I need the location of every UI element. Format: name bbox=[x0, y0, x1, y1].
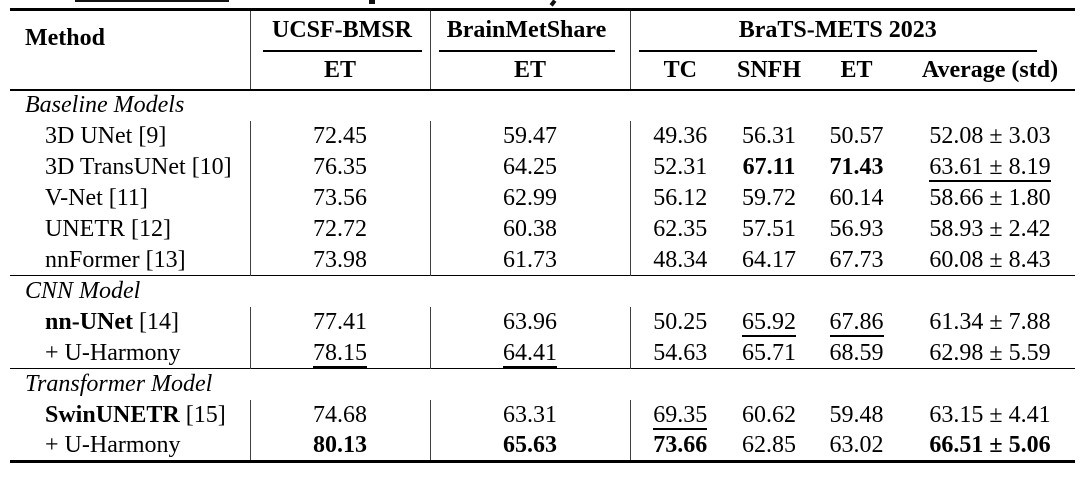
metric-value: 73.56 bbox=[313, 184, 367, 211]
value-cell bbox=[905, 152, 1075, 183]
table-row bbox=[10, 431, 1075, 462]
table-row bbox=[10, 245, 1075, 276]
col-group-ucsf-bmsr-label: UCSF-BMSR bbox=[263, 11, 422, 52]
table-body bbox=[10, 90, 1075, 462]
value-cell bbox=[630, 400, 730, 431]
value-cell bbox=[730, 214, 808, 245]
metric-value: 60.14 bbox=[829, 184, 884, 211]
section-title: Transformer Model bbox=[25, 371, 213, 398]
metric-value: 59.48 bbox=[829, 401, 884, 428]
metric-value: 68.59 bbox=[829, 339, 884, 366]
metric-value: 56.12 bbox=[653, 184, 708, 211]
metric-value: 72.72 bbox=[313, 215, 367, 242]
value-cell bbox=[808, 121, 905, 152]
metric-value: 56.31 bbox=[742, 122, 796, 149]
metric-value: 74.68 bbox=[313, 401, 367, 428]
value-cell bbox=[250, 307, 430, 338]
value-cell bbox=[630, 245, 730, 276]
value-cell bbox=[730, 338, 808, 369]
section-title-row bbox=[10, 369, 1075, 400]
metric-value: 62.99 bbox=[503, 184, 557, 211]
value-cell bbox=[730, 152, 808, 183]
value-cell bbox=[630, 183, 730, 214]
table-row bbox=[10, 338, 1075, 369]
value-cell bbox=[808, 152, 905, 183]
table-row bbox=[10, 214, 1075, 245]
value-cell bbox=[905, 431, 1075, 462]
value-cell bbox=[430, 431, 630, 462]
value-cell bbox=[250, 431, 430, 462]
metric-value: 60.38 bbox=[503, 215, 557, 242]
value-cell bbox=[250, 121, 430, 152]
method-citation: [12] bbox=[125, 215, 171, 242]
metric-value: 65.92 bbox=[742, 308, 796, 335]
method-cell bbox=[10, 431, 250, 462]
value-cell bbox=[430, 245, 630, 276]
method-citation: [11] bbox=[102, 184, 148, 211]
value-cell bbox=[808, 338, 905, 369]
method-cell bbox=[10, 214, 250, 245]
value-cell bbox=[808, 245, 905, 276]
value-cell bbox=[430, 307, 630, 338]
section-title-row bbox=[10, 276, 1075, 307]
metric-value: 64.17 bbox=[742, 246, 796, 273]
value-cell bbox=[630, 214, 730, 245]
value-cell bbox=[250, 338, 430, 369]
value-cell bbox=[808, 183, 905, 214]
col-header-ucsf-et: ET bbox=[250, 52, 430, 90]
metric-value: 64.41 bbox=[503, 339, 557, 366]
value-cell bbox=[250, 214, 430, 245]
metric-value: 59.72 bbox=[742, 184, 796, 211]
value-cell bbox=[630, 338, 730, 369]
value-cell bbox=[905, 338, 1075, 369]
metric-value: 77.41 bbox=[313, 308, 367, 335]
table-row bbox=[10, 183, 1075, 214]
method-cell bbox=[10, 121, 250, 152]
method-name: nn-UNet bbox=[45, 308, 133, 335]
section-title: CNN Model bbox=[25, 278, 141, 305]
section-title: Baseline Models bbox=[25, 92, 185, 119]
metric-value: 50.25 bbox=[653, 308, 708, 335]
metric-value: 67.73 bbox=[829, 246, 884, 273]
method-cell bbox=[10, 152, 250, 183]
value-cell bbox=[250, 183, 430, 214]
metric-value: 62.98 ± 5.59 bbox=[929, 339, 1051, 366]
col-group-brats-mets-2023-label: BraTS-METS 2023 bbox=[639, 11, 1038, 52]
metric-value: 52.31 bbox=[653, 153, 708, 180]
value-cell bbox=[730, 400, 808, 431]
cropped-caption-descender-y bbox=[550, 0, 557, 7]
cropped-caption-descender-p bbox=[369, 0, 375, 4]
metric-value: 52.08 ± 3.03 bbox=[929, 122, 1051, 149]
value-cell bbox=[430, 214, 630, 245]
col-header-snfh: SNFH bbox=[736, 56, 801, 83]
method-citation: [10] bbox=[185, 153, 232, 180]
col-group-brats-mets-2023 bbox=[630, 10, 1075, 52]
value-cell bbox=[730, 121, 808, 152]
value-cell bbox=[250, 152, 430, 183]
metric-value: 54.63 bbox=[653, 339, 708, 366]
col-header-bms-et: ET bbox=[430, 52, 630, 90]
value-cell bbox=[808, 431, 905, 462]
table-row bbox=[10, 121, 1075, 152]
metric-value: 73.98 bbox=[313, 246, 367, 273]
metric-value: 63.61 ± 8.19 bbox=[929, 153, 1051, 180]
col-group-brainmetshare-label: BrainMetShare bbox=[439, 11, 615, 52]
value-cell bbox=[905, 121, 1075, 152]
method-name: 3D TransUNet bbox=[45, 153, 186, 180]
value-cell bbox=[250, 245, 430, 276]
metric-value: 59.47 bbox=[503, 122, 557, 149]
value-cell bbox=[905, 400, 1075, 431]
metric-value: 62.85 bbox=[742, 432, 796, 459]
value-cell bbox=[905, 307, 1075, 338]
value-cell bbox=[905, 245, 1075, 276]
section-title-row bbox=[10, 90, 1075, 121]
metric-value: 64.25 bbox=[503, 153, 557, 180]
value-cell bbox=[630, 307, 730, 338]
value-cell bbox=[630, 152, 730, 183]
method-citation: [13] bbox=[139, 246, 186, 273]
method-name: SwinUNETR bbox=[45, 401, 180, 428]
value-cell bbox=[730, 245, 808, 276]
value-cell bbox=[430, 152, 630, 183]
value-cell bbox=[430, 400, 630, 431]
metric-value: 76.35 bbox=[313, 153, 367, 180]
method-name: + U-Harmony bbox=[45, 432, 181, 459]
value-cell bbox=[905, 214, 1075, 245]
metric-value: 63.15 ± 4.41 bbox=[929, 401, 1051, 428]
metric-value: 58.93 ± 2.42 bbox=[929, 215, 1051, 242]
metric-value: 66.51 ± 5.06 bbox=[929, 432, 1051, 459]
col-group-ucsf-bmsr bbox=[250, 10, 430, 52]
metric-value: 57.51 bbox=[742, 215, 796, 242]
table-header bbox=[10, 10, 1075, 90]
method-name: 3D UNet bbox=[45, 122, 133, 149]
value-cell bbox=[730, 183, 808, 214]
value-cell bbox=[808, 400, 905, 431]
table-row bbox=[10, 400, 1075, 431]
method-cell bbox=[10, 400, 250, 431]
table-row bbox=[10, 307, 1075, 338]
col-header-method: Method bbox=[25, 25, 105, 51]
metric-value: 58.66 ± 1.80 bbox=[929, 184, 1051, 211]
metric-value: 48.34 bbox=[653, 246, 708, 273]
metric-value: 60.62 bbox=[742, 401, 796, 428]
header-group-row bbox=[10, 10, 1075, 52]
metric-value: 61.73 bbox=[503, 246, 557, 273]
metric-value: 50.57 bbox=[829, 122, 884, 149]
metric-value: 72.45 bbox=[313, 122, 367, 149]
method-name: + U-Harmony bbox=[45, 339, 181, 366]
value-cell bbox=[430, 338, 630, 369]
table-row bbox=[10, 152, 1075, 183]
method-cell bbox=[10, 307, 250, 338]
method-name: UNETR bbox=[45, 215, 125, 242]
metric-value: 61.34 ± 7.88 bbox=[929, 308, 1051, 335]
metric-value: 80.13 bbox=[313, 432, 367, 459]
value-cell bbox=[630, 121, 730, 152]
method-name: nnFormer bbox=[45, 246, 140, 273]
results-table bbox=[10, 8, 1075, 463]
metric-value: 63.31 bbox=[503, 401, 557, 428]
col-header-average-std: Average (std) bbox=[921, 56, 1059, 83]
method-citation: [15] bbox=[179, 401, 226, 428]
metric-value: 63.96 bbox=[503, 308, 557, 335]
method-cell bbox=[10, 183, 250, 214]
method-cell bbox=[10, 338, 250, 369]
method-name: V-Net bbox=[45, 184, 103, 211]
metric-value: 78.15 bbox=[313, 339, 367, 366]
metric-value: 65.63 bbox=[503, 432, 557, 459]
metric-value: 67.11 bbox=[742, 153, 796, 180]
value-cell bbox=[730, 431, 808, 462]
metric-value: 49.36 bbox=[653, 122, 708, 149]
col-group-brainmetshare bbox=[430, 10, 630, 52]
value-cell bbox=[630, 431, 730, 462]
metric-value: 62.35 bbox=[653, 215, 708, 242]
metric-value: 67.86 bbox=[829, 308, 884, 335]
method-citation: [9] bbox=[132, 122, 167, 149]
value-cell bbox=[430, 183, 630, 214]
value-cell bbox=[430, 121, 630, 152]
method-cell bbox=[10, 245, 250, 276]
metric-value: 71.43 bbox=[829, 153, 884, 180]
metric-value: 63.02 bbox=[829, 432, 884, 459]
col-header-tc: TC bbox=[630, 52, 730, 90]
col-header-et: ET bbox=[840, 56, 873, 83]
value-cell bbox=[250, 400, 430, 431]
metric-value: 60.08 ± 8.43 bbox=[929, 246, 1051, 273]
value-cell bbox=[730, 307, 808, 338]
cropped-caption-underline bbox=[75, 0, 229, 2]
method-citation: [14] bbox=[133, 308, 179, 335]
metric-value: 56.93 bbox=[829, 215, 884, 242]
metric-value: 73.66 bbox=[653, 432, 708, 459]
value-cell bbox=[808, 307, 905, 338]
value-cell bbox=[808, 214, 905, 245]
value-cell bbox=[905, 183, 1075, 214]
metric-value: 65.71 bbox=[742, 339, 796, 366]
metric-value: 69.35 bbox=[653, 401, 708, 428]
